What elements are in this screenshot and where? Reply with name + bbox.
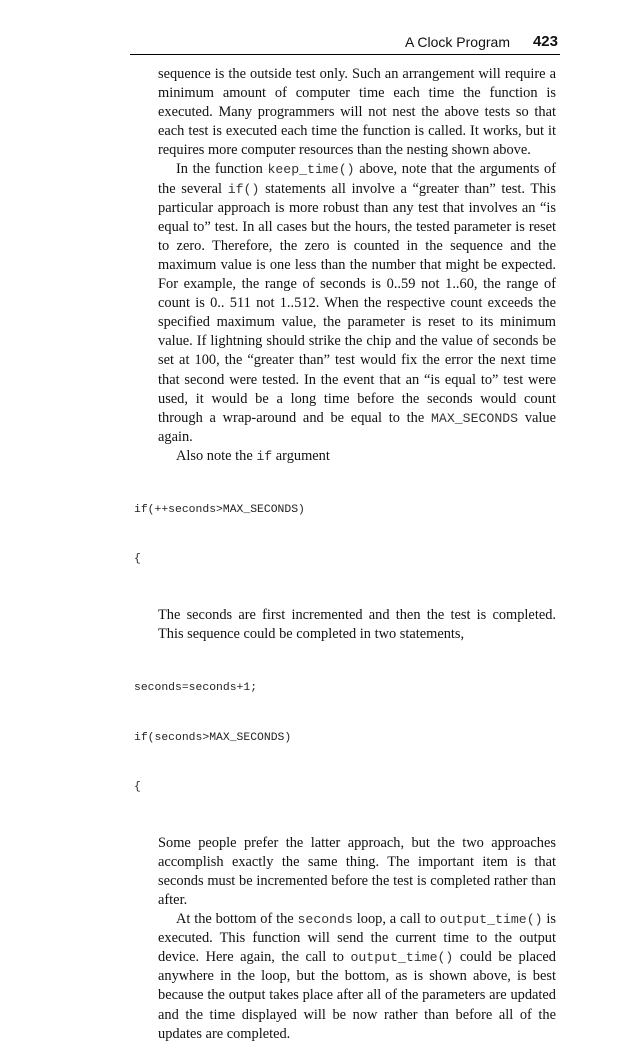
paragraph-5: Some people prefer the latter approach, but the two approaches accomplish exactly the same thing. The important item is that seconds must be incremented before the test is completed rather than after.: [158, 834, 556, 908]
code-line: if(seconds>MAX_SECONDS): [134, 731, 292, 744]
inline-code-output-time: output_time(): [350, 950, 454, 966]
chapter-title: A Clock Program: [404, 34, 510, 50]
paragraph-1: sequence is the outside test only. Such an arrangement will require a minimum amount of computer time each time the function is executed. Many programmers will not nest the above tests so that each test is executed each time the function is called. It works, but it requires more computer resources than the nesting shown above.: [158, 66, 556, 159]
inline-code-max-seconds: MAX_SECONDS: [431, 410, 519, 426]
text-run: loop, a call to: [352, 911, 440, 928]
code-block-2: [134, 647, 556, 829]
code-line: {: [134, 553, 141, 566]
inline-code-output-time: output_time(): [439, 912, 543, 928]
running-header: [130, 32, 560, 55]
page-number: 423: [532, 33, 558, 50]
text-run: could be placed anywhere in the loop, but the bottom, as is shown above, is best because the output takes place after all of the parameters are updated and the time displayed will be now rather than before all of the updates are completed.: [158, 949, 556, 1042]
code-line: seconds=seconds+1;: [134, 682, 258, 695]
text-run: In the function: [176, 161, 268, 178]
paragraph-4: The seconds are first incremented and then the test is completed. This sequence could be completed in two statements,: [158, 606, 556, 643]
inline-code-keep-time: keep_time(): [267, 162, 355, 178]
inline-code-seconds: seconds: [297, 912, 353, 928]
text-run: value again.: [158, 409, 556, 445]
paragraph-6: [158, 910, 556, 1044]
text-run: above, note that the arguments of the several: [158, 161, 557, 197]
text-run: At the bottom of the: [176, 911, 298, 928]
text-run: argument: [272, 447, 330, 464]
inline-code-if: if: [256, 448, 273, 464]
code-block-1: [134, 469, 556, 601]
code-line: if(++seconds>MAX_SECONDS): [134, 503, 305, 516]
paragraph-3: [158, 447, 556, 466]
paragraph-2: [158, 160, 556, 446]
inline-code-if: if(): [227, 181, 260, 197]
text-run: statements all involve a “greater than” test. This particular approach is more robust than any test that involves an “is equal to” test. In all cases but the hours, the tested parameter is reset to zero. Therefore, the zero is counted in the sequence and the maximum value is one less than the number that might be expected. For example, the range of seconds is 0..59 not 1..60, the range of count is 0.. 511 not 1..512. When the respective count exceeds the specified maximum value, the parameter is reset to its minimum value. If lightning should strike the chip and the value of seconds be set at 100, the “greater than” test would fix the error the next time that second were tested. In the event that an “is equal to” test were used, it would be a long time before the seconds would count through a wrap-around and be equal to the: [158, 180, 556, 426]
text-run: is executed. This function will send the current time to the output device. Here again, the call to: [158, 911, 556, 966]
text-run: Also note the: [176, 447, 257, 464]
page-body: [134, 65, 557, 1044]
code-line: {: [134, 781, 141, 794]
